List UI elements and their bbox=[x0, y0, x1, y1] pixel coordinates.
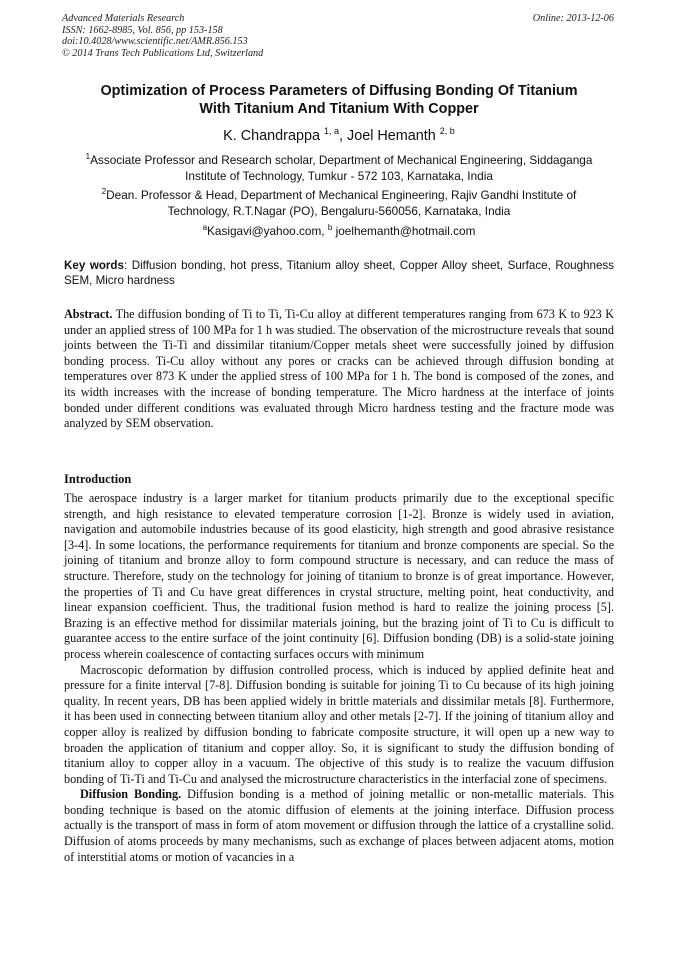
keywords-label: Key words bbox=[64, 259, 124, 272]
keywords-block bbox=[64, 259, 614, 288]
email-line bbox=[60, 220, 618, 239]
doi-line: doi:10.4028/www.scientific.net/AMR.856.153 bbox=[62, 36, 248, 48]
keywords-text: : Diffusion bonding, hot press, Titanium alloy sheet, Copper Alloy sheet, Surface, Roughness SEM, Micro hardness bbox=[64, 259, 614, 287]
email-a-marker: a bbox=[202, 223, 208, 232]
abstract-block bbox=[64, 307, 614, 432]
abstract-text: The diffusion bonding of Ti to Ti, Ti-Cu alloy at different temperatures ranging from 673 K to 923 K under an applied stress of 100 MPa for 1 h was studied. The observation of the microstructure reveals that sound joints between the Ti-Ti and dissimilar titanium/Copper metals sheet were successfully joined by diffusion bonding process. Ti-Cu alloy without any pores or cracks can be achieved through diffusion bonding at temperatures over 873 K under the applied stress of 100 MPa for 1 h. The bond is composed of the zones, and its width increases with the increase of bonding temperature. The Micro hardness at the interface of joints bonded under different conditions was evaluated through Micro hardness testing and the fracture mode was analyzed by SEM observation. bbox=[64, 307, 614, 431]
title-line-2: With Titanium And Titanium With Copper bbox=[199, 101, 479, 117]
title-line-1: Optimization of Process Parameters of Diffusing Bonding Of Titanium bbox=[100, 83, 578, 99]
diffusion-bonding-text: Diffusion bonding is a method of joining metallic or non-metallic materials. This bonding technique is based on the atomic diffusion of elements at the joining interface. Diffusion process actually is the transport of mass in form of atom movement or diffusion through the lattice of a crystalline solid. Diffusion of atoms proceeds by many mechanisms, such as exchange of places between adjacent atoms, motion of interstitial atoms or motion of vacancies in a bbox=[64, 787, 614, 864]
author-2: Joel Hemanth bbox=[347, 128, 436, 144]
introduction-heading: Introduction bbox=[64, 472, 132, 486]
email-b: joelhemanth@hotmail.com bbox=[332, 224, 476, 238]
copyright-line: © 2014 Trans Tech Publications Ltd, Switzerland bbox=[62, 47, 264, 59]
abstract-label: Abstract. bbox=[64, 307, 113, 321]
affiliation-2 bbox=[60, 184, 618, 219]
email-a: Kasigavi@yahoo.com, bbox=[207, 224, 328, 238]
affiliation-2-line-2: Technology, R.T.Nagar (PO), Bengaluru-560056, Karnataka, India bbox=[167, 204, 511, 218]
affiliation-1-number: 1 bbox=[85, 152, 91, 161]
affiliation-2-line-1: Dean. Professor & Head, Department of Mechanical Engineering, Rajiv Gandhi Institute of bbox=[106, 188, 577, 202]
paper-title bbox=[40, 82, 638, 118]
author-separator: , bbox=[339, 128, 347, 144]
intro-paragraph-3 bbox=[64, 787, 614, 865]
diffusion-bonding-label: Diffusion Bonding. bbox=[80, 787, 182, 802]
issn-line: ISSN: 1662-8985, Vol. 856, pp 153-158 bbox=[62, 24, 223, 36]
email-b-marker: b bbox=[327, 223, 333, 232]
affiliation-1-line-2: Institute of Technology, Tumkur - 572 103, Karnataka, India bbox=[185, 169, 493, 183]
journal-name: Advanced Materials Research bbox=[62, 13, 185, 24]
author-line bbox=[40, 122, 638, 145]
author-2-affiliation: 2, b bbox=[439, 126, 455, 136]
introduction-body bbox=[64, 491, 614, 865]
journal-header bbox=[62, 13, 263, 59]
intro-paragraph-1: The aerospace industry is a larger market for titanium products primarily due to the exceptional specific strength, and high resistance to elevated temperature corrosion [1-2]. Bronze is widely used in aviation, navigation and automobile industries because of its good elasticity, high strength and good abrasive resistance [3-4]. In some locations, the performance requirements for titanium and bronze components are special. So the joining of titanium and bronze alloy to form compound structure is necessary, and can reduce the mass of structure. Therefore, study on the technology for joining of titanium to bronze is of great importance. However, the properties of Ti and Cu have great differences in crystal structure, melting point, heat conductivity, and linear expansion coefficient. Thus, the traditional fusion method is hard to realize the joining process [5]. Brazing is an effective method for dissimilar materials joining, but the brazing joint of Ti to Cu is difficult to guarantee access to the entire surface of the joint continuity [6]. Diffusion bonding (DB) is a solid-state joining process wherein coalescence of contacting surfaces occurs with minimum bbox=[64, 491, 614, 661]
intro-paragraph-2: Macroscopic deformation by diffusion controlled process, which is induced by applied definite heat and pressure for a finite interval [7-8]. Diffusion bonding is suitable for joining Ti to Cu because of its high joining quality. In recent years, DB has been applied widely in brittle materials and dissimilar metals [8]. Furthermore, it has been used in connecting between titanium alloy and other metals [2-7]. If the joining of titanium alloy and copper alloy is realized by diffusion bonding to fabricate composite structure, it will open up a new way to broaden the application of titanium and copper alloy. So, it is significant to study the diffusion bonding of titanium alloy to copper alloy in a vacuum. The objective of this study is to realize the vacuum diffusion bonding of Ti-Ti and Ti-Cu and analysed the microstructure characteristics in the interfacial zone of specimens. bbox=[64, 662, 614, 786]
affiliation-2-number: 2 bbox=[101, 187, 107, 196]
author-1-affiliation: 1, a bbox=[323, 126, 339, 136]
author-1: K. Chandrappa bbox=[223, 128, 320, 144]
affiliation-1 bbox=[60, 149, 618, 184]
online-date: Online: 2013-12-06 bbox=[532, 13, 614, 24]
affiliation-1-line-1: Associate Professor and Research scholar, Department of Mechanical Engineering, Siddaganga bbox=[90, 153, 593, 167]
